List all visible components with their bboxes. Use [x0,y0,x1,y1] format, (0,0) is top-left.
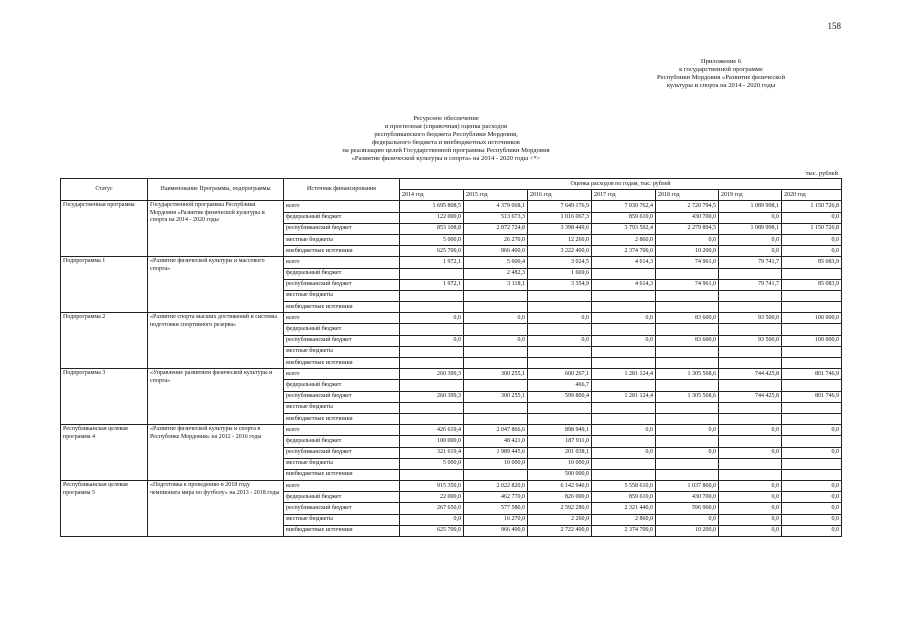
value-cell: 0,0 [464,313,528,324]
title-line: «Развитие физической культуры и спорта» на 2014 - 2020 годы <*> [351,155,541,162]
value-cell: 1 089 998,1 [719,223,782,234]
value-cell: 93 500,0 [719,335,782,346]
source-cell: федеральный бюджет [284,212,400,223]
value-cell: 577 580,0 [464,503,528,514]
value-cell [528,346,592,357]
source-cell: республиканский бюджет [284,447,400,458]
value-cell: 321 619,4 [400,447,464,458]
value-cell: 0,0 [656,514,719,525]
value-cell [592,413,656,424]
value-cell: 1 695 808,5 [400,201,464,212]
value-cell: 6 142 940,0 [528,481,592,492]
value-cell [782,469,842,480]
value-cell [719,402,782,413]
value-cell: 466,7 [528,380,592,391]
header-year: 2019 год [719,190,782,201]
value-cell: 1 669,6 [528,268,592,279]
source-cell: федеральный бюджет [284,380,400,391]
header-year: 2016 год [528,190,592,201]
value-cell: 1 150 726,8 [782,223,842,234]
source-cell: местные бюджеты [284,402,400,413]
table-row [61,369,842,380]
value-cell: 1 150 726,8 [782,201,842,212]
value-cell [719,290,782,301]
value-cell [592,402,656,413]
title-line: на реализацию целей Государственной программы Республики Мордовия [342,147,550,154]
value-cell: 26 270,0 [464,234,528,245]
value-cell: 0,0 [719,514,782,525]
value-cell: 0,0 [719,212,782,223]
program-name-cell: Государственной программы Республики Мордовия «Развитие физической культуры и спорта на 2014 - 2020 годы [148,201,284,257]
value-cell [400,380,464,391]
title-line: и прогнозная (справочная) оценка расходов [384,123,508,130]
value-cell: 10 200,0 [656,525,719,536]
header-year: 2014 год [400,190,464,201]
source-cell: внебюджетные источники [284,413,400,424]
value-cell [528,302,592,313]
value-cell: 0,0 [782,492,842,503]
value-cell: 300 255,1 [464,369,528,380]
status-cell: Подпрограмма 2 [61,313,148,369]
value-cell [400,346,464,357]
value-cell: 826 000,0 [528,492,592,503]
appendix-line: Приложение 6 [700,58,742,65]
value-cell: 2 279 894,5 [656,223,719,234]
value-cell: 898 949,1 [528,425,592,436]
value-cell: 10 200,0 [656,246,719,257]
value-cell: 0,0 [719,425,782,436]
value-cell: 3 793 592,4 [592,223,656,234]
status-cell: Подпрограмма 1 [61,257,148,313]
title-line: Ресурсное обеспечение [413,115,479,122]
value-cell: 0,0 [782,525,842,536]
table-row [61,481,842,492]
source-cell: местные бюджеты [284,290,400,301]
value-cell: 3 398 449,6 [528,223,592,234]
value-cell: 426 619,4 [400,425,464,436]
value-cell [719,413,782,424]
value-cell: 85 083,9 [782,279,842,290]
value-cell: 2 592 280,0 [528,503,592,514]
value-cell [782,413,842,424]
program-name-cell: «Развитие спорта высших достижений и системы подготовки спортивного резерва» [148,313,284,369]
value-cell [656,302,719,313]
source-cell: внебюджетные источники [284,358,400,369]
value-cell [656,290,719,301]
value-cell: 10 000,0 [464,458,528,469]
value-cell [592,346,656,357]
value-cell: 599 800,4 [528,391,592,402]
value-cell: 5 000,0 [400,234,464,245]
value-cell: 0,0 [719,492,782,503]
value-cell: 79 741,7 [719,257,782,268]
value-cell [782,436,842,447]
value-cell: 1 305 568,6 [656,369,719,380]
value-cell [656,413,719,424]
value-cell: 0,0 [656,447,719,458]
source-cell: всего [284,481,400,492]
value-cell [656,458,719,469]
value-cell [656,268,719,279]
value-cell: 0,0 [782,514,842,525]
value-cell: 122 000,0 [400,212,464,223]
value-cell [782,302,842,313]
value-cell: 5 000,0 [400,458,464,469]
value-cell: 3 222 400,0 [528,246,592,257]
value-cell [719,436,782,447]
value-cell [656,324,719,335]
value-cell: 0,0 [592,425,656,436]
value-cell [592,268,656,279]
value-cell: 966 400,0 [464,246,528,257]
appendix-line: Республики Мордовия «Развитие физической [657,74,785,81]
page-number: 158 [827,21,841,31]
value-cell: 5 558 610,0 [592,481,656,492]
value-cell: 1 305 568,6 [656,391,719,402]
value-cell [656,469,719,480]
value-cell: 260 399,3 [400,369,464,380]
source-cell: всего [284,369,400,380]
value-cell [719,458,782,469]
value-cell: 0,0 [464,335,528,346]
value-cell [719,324,782,335]
value-cell: 3 354,9 [528,279,592,290]
value-cell: 74 961,0 [656,279,719,290]
table-body [61,201,842,537]
value-cell: 500 000,0 [528,469,592,480]
value-cell [400,268,464,279]
source-cell: республиканский бюджет [284,279,400,290]
value-cell [656,358,719,369]
header-year: 2020 год [782,190,842,201]
value-cell: 1 972,1 [400,279,464,290]
value-cell [400,324,464,335]
value-cell [592,290,656,301]
value-cell: 2 860,0 [592,514,656,525]
source-cell: местные бюджеты [284,458,400,469]
table-row [61,201,842,212]
value-cell: 853 108,8 [400,223,464,234]
value-cell [719,469,782,480]
value-cell: 0,0 [719,447,782,458]
value-cell: 0,0 [719,481,782,492]
value-cell: 462 770,0 [464,492,528,503]
value-cell: 0,0 [400,335,464,346]
value-cell: 915 350,0 [400,481,464,492]
value-cell [400,413,464,424]
source-cell: местные бюджеты [284,234,400,245]
value-cell: 2 260,0 [528,514,592,525]
value-cell [782,324,842,335]
header-source: Источник финансирования [284,179,400,201]
value-cell [464,469,528,480]
value-cell: 48 421,0 [464,436,528,447]
value-cell [782,346,842,357]
value-cell [592,436,656,447]
value-cell: 2 047 866,6 [464,425,528,436]
value-cell [719,302,782,313]
value-cell: 1 972,1 [400,257,464,268]
value-cell [782,290,842,301]
value-cell: 4 379 068,1 [464,201,528,212]
value-cell: 300 255,1 [464,391,528,402]
value-cell [528,402,592,413]
value-cell: 513 673,3 [464,212,528,223]
value-cell: 1 037 860,0 [656,481,719,492]
value-cell: 744 425,8 [719,391,782,402]
status-cell: Республиканская целевая программа 4 [61,425,148,481]
value-cell [464,380,528,391]
value-cell: 744 425,8 [719,369,782,380]
value-cell: 187 911,0 [528,436,592,447]
value-cell: 430 700,0 [656,492,719,503]
source-cell: внебюджетные источники [284,302,400,313]
value-cell: 4 614,3 [592,279,656,290]
value-cell [592,458,656,469]
header-year: 2018 год [656,190,719,201]
table-row [61,313,842,324]
value-cell: 93 500,0 [719,313,782,324]
program-name-cell: «Развитие физической культуры и спорта в Республике Мордовия» на 2012 - 2016 годы [148,425,284,481]
value-cell: 7 030 762,4 [592,201,656,212]
value-cell: 201 038,1 [528,447,592,458]
value-cell: 4 614,3 [592,257,656,268]
status-cell: Республиканская целевая программа 5 [61,481,148,537]
source-cell: внебюджетные источники [284,469,400,480]
value-cell: 267 650,0 [400,503,464,514]
value-cell: 2 722 400,0 [528,525,592,536]
value-cell [719,358,782,369]
title-line: федерального бюджета и внебюджетных источников [372,139,520,146]
value-cell: 0,0 [719,246,782,257]
value-cell: 100 000,0 [400,436,464,447]
value-cell: 2 872 724,8 [464,223,528,234]
source-cell: федеральный бюджет [284,268,400,279]
value-cell [592,324,656,335]
value-cell: 0,0 [400,313,464,324]
value-cell: 0,0 [782,425,842,436]
value-cell [464,413,528,424]
value-cell: 0,0 [782,481,842,492]
value-cell: 83 600,0 [656,335,719,346]
value-cell: 0,0 [719,503,782,514]
unit-label: тыс. рублей [805,170,838,177]
value-cell: 859 610,0 [592,212,656,223]
program-name-cell: «Управление развитием физической культуры и спорта» [148,369,284,425]
title-line: республиканского бюджета Республики Мордовия, [374,131,518,138]
header-estimate: Оценка расходов по годам, тыс. рублей [400,179,842,190]
value-cell: 801 746,9 [782,369,842,380]
value-cell: 600 267,1 [528,369,592,380]
value-cell [592,358,656,369]
source-cell: всего [284,425,400,436]
value-cell [592,469,656,480]
value-cell: 0,0 [782,234,842,245]
header-year: 2015 год [464,190,528,201]
value-cell: 0,0 [782,212,842,223]
value-cell: 2 022 820,0 [464,481,528,492]
value-cell [464,290,528,301]
value-cell: 16 270,0 [464,514,528,525]
source-cell: внебюджетные источники [284,525,400,536]
value-cell: 260 399,3 [400,391,464,402]
table-row [61,425,842,436]
value-cell [656,436,719,447]
value-cell: 83 600,0 [656,313,719,324]
header-year: 2017 год [592,190,656,201]
source-cell: федеральный бюджет [284,324,400,335]
value-cell [400,402,464,413]
value-cell: 100 000,0 [782,335,842,346]
source-cell: федеральный бюджет [284,492,400,503]
value-cell: 2 720 794,5 [656,201,719,212]
value-cell: 0,0 [782,246,842,257]
value-cell: 0,0 [592,447,656,458]
value-cell [719,380,782,391]
value-cell: 625 700,0 [400,525,464,536]
value-cell: 3 024,5 [528,257,592,268]
value-cell [464,324,528,335]
appendix-line: к государственной программе [679,66,763,73]
source-cell: всего [284,313,400,324]
value-cell: 0,0 [782,503,842,514]
value-cell [592,380,656,391]
value-cell: 2 321 440,0 [592,503,656,514]
value-cell: 430 700,0 [656,212,719,223]
value-cell [464,358,528,369]
value-cell [528,290,592,301]
value-cell: 0,0 [782,447,842,458]
value-cell [400,290,464,301]
value-cell: 0,0 [656,234,719,245]
value-cell [400,302,464,313]
value-cell [719,268,782,279]
value-cell [782,358,842,369]
value-cell: 74 961,0 [656,257,719,268]
source-cell: всего [284,201,400,212]
value-cell [528,358,592,369]
source-cell: республиканский бюджет [284,503,400,514]
value-cell: 966 400,0 [464,525,528,536]
value-cell: 801 746,9 [782,391,842,402]
value-cell: 2 374 700,0 [592,246,656,257]
value-cell: 2 482,3 [464,268,528,279]
header-program-name: Наименование Программы, подпрограммы [148,179,284,201]
value-cell: 100 000,0 [782,313,842,324]
value-cell: 1 089 998,1 [719,201,782,212]
table-row [61,257,842,268]
appendix-line: культуры и спорта на 2014 - 2020 годы [666,82,776,89]
source-cell: республиканский бюджет [284,335,400,346]
value-cell: 5 600,4 [464,257,528,268]
resource-table [60,178,842,537]
program-name-cell: «Развитие физической культуры и массового спорта» [148,257,284,313]
value-cell: 0,0 [528,313,592,324]
value-cell: 1 989 445,6 [464,447,528,458]
value-cell: 596 960,0 [656,503,719,514]
program-name-cell: «Подготовка к проведению в 2018 году чемпионата мира по футболу» на 2013 - 2018 годы [148,481,284,537]
value-cell [464,346,528,357]
value-cell [782,402,842,413]
document-title [322,115,570,163]
value-cell [719,346,782,357]
source-cell: внебюджетные источники [284,246,400,257]
value-cell: 0,0 [400,514,464,525]
value-cell [400,469,464,480]
source-cell: республиканский бюджет [284,391,400,402]
value-cell [656,380,719,391]
value-cell [400,358,464,369]
value-cell: 1 016 067,3 [528,212,592,223]
status-cell: Государственная программа [61,201,148,257]
value-cell: 859 610,0 [592,492,656,503]
value-cell: 0,0 [528,335,592,346]
value-cell [464,302,528,313]
value-cell [592,302,656,313]
value-cell [782,380,842,391]
value-cell: 0,0 [592,335,656,346]
source-cell: федеральный бюджет [284,436,400,447]
value-cell: 2 860,0 [592,234,656,245]
value-cell: 0,0 [719,525,782,536]
source-cell: всего [284,257,400,268]
source-cell: местные бюджеты [284,514,400,525]
value-cell [656,346,719,357]
value-cell: 10 000,0 [528,458,592,469]
value-cell [528,413,592,424]
value-cell: 12 260,0 [528,234,592,245]
source-cell: республиканский бюджет [284,223,400,234]
value-cell: 0,0 [719,234,782,245]
value-cell: 3 118,1 [464,279,528,290]
value-cell [782,268,842,279]
value-cell: 1 281 124,4 [592,369,656,380]
value-cell: 85 083,9 [782,257,842,268]
value-cell: 625 700,0 [400,246,464,257]
header-status: Статус [61,179,148,201]
value-cell: 7 649 176,9 [528,201,592,212]
appendix-header [611,58,831,90]
source-cell: местные бюджеты [284,346,400,357]
value-cell: 0,0 [592,313,656,324]
value-cell: 79 741,7 [719,279,782,290]
value-cell [782,458,842,469]
value-cell: 0,0 [656,425,719,436]
value-cell [464,402,528,413]
value-cell [656,402,719,413]
value-cell: 2 374 700,0 [592,525,656,536]
status-cell: Подпрограмма 3 [61,369,148,425]
value-cell: 22 000,0 [400,492,464,503]
value-cell: 1 281 124,4 [592,391,656,402]
value-cell [528,324,592,335]
